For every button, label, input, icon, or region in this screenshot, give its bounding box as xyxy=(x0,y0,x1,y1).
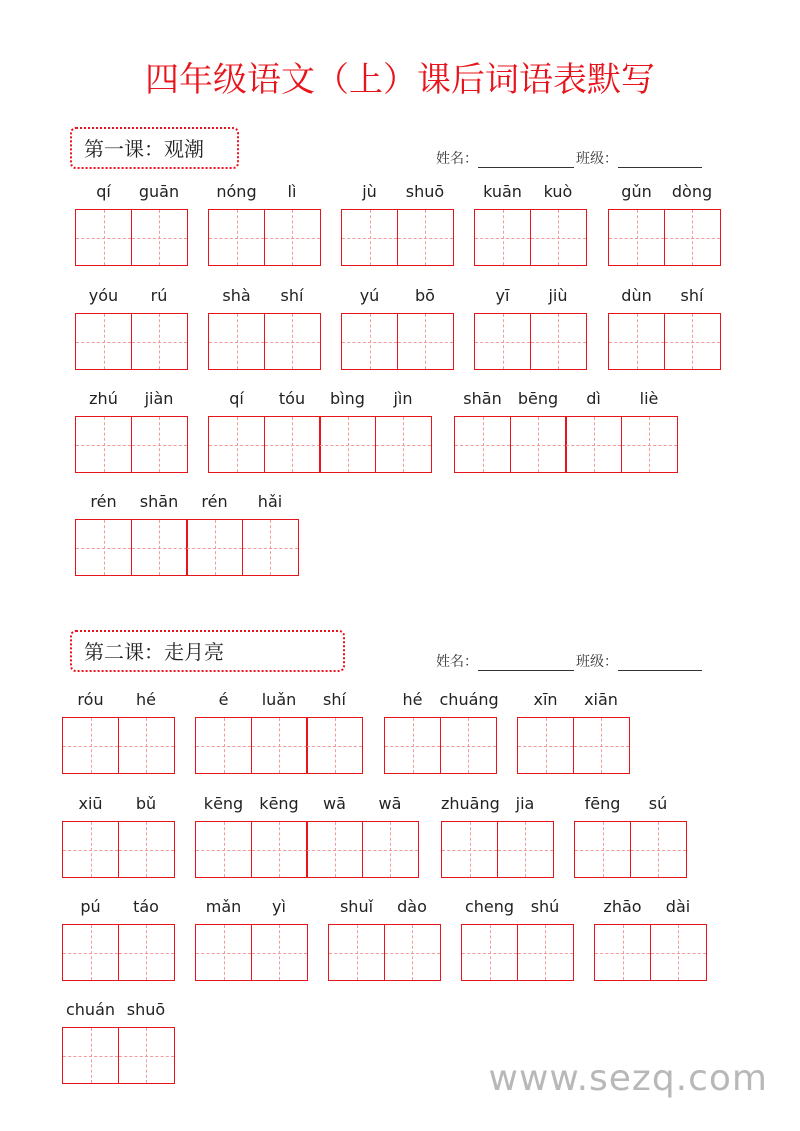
page-title: 四年级语文（上）课后词语表默写 xyxy=(145,60,655,100)
tianzige-cell[interactable] xyxy=(251,821,308,878)
tianzige-cell[interactable] xyxy=(319,416,376,473)
pinyin-label: jìn xyxy=(393,389,413,408)
pinyin-label: dùn xyxy=(621,286,652,305)
tianzige-cell[interactable] xyxy=(441,821,498,878)
tianzige-cell[interactable] xyxy=(118,821,175,878)
pinyin-label: chuáng xyxy=(439,690,499,709)
tianzige-cell[interactable] xyxy=(530,209,587,266)
writing-box-group xyxy=(208,416,432,473)
tianzige-cell[interactable] xyxy=(195,821,252,878)
writing-box-group xyxy=(608,209,721,266)
pinyin-label: dì xyxy=(586,389,601,408)
pinyin-label: róu xyxy=(77,690,104,709)
pinyin-label: rén xyxy=(90,492,117,511)
tianzige-cell[interactable] xyxy=(384,924,441,981)
writing-box-group xyxy=(517,717,630,774)
tianzige-cell[interactable] xyxy=(251,924,308,981)
student-info-2 xyxy=(436,651,704,671)
writing-box-group xyxy=(328,924,441,981)
name-label: 姓名： xyxy=(436,151,478,167)
pinyin-label: luǎn xyxy=(261,690,297,709)
tianzige-cell[interactable] xyxy=(474,313,531,370)
tianzige-cell[interactable] xyxy=(208,313,265,370)
tianzige-cell[interactable] xyxy=(62,924,119,981)
tianzige-cell[interactable] xyxy=(186,519,243,576)
pinyin-label: shān xyxy=(139,492,179,511)
tianzige-cell[interactable] xyxy=(131,313,188,370)
pinyin-label: xiū xyxy=(78,794,103,813)
tianzige-cell[interactable] xyxy=(118,717,175,774)
tianzige-cell[interactable] xyxy=(118,1027,175,1084)
pinyin-label: chuán xyxy=(65,1000,116,1019)
lesson-1-title: 第一课：观潮 xyxy=(70,127,239,169)
pinyin-label: shú xyxy=(530,897,560,916)
tianzige-cell[interactable] xyxy=(264,416,321,473)
pinyin-label: hǎi xyxy=(257,492,283,511)
class-label: 班级： xyxy=(576,654,618,670)
lesson-2-title: 第二课：走月亮 xyxy=(70,630,345,672)
tianzige-cell[interactable] xyxy=(75,416,132,473)
pinyin-label: guān xyxy=(138,182,180,201)
pinyin-label: tóu xyxy=(278,389,306,408)
pinyin-label: shuǐ xyxy=(339,897,374,916)
pinyin-label: kuān xyxy=(483,182,522,201)
tianzige-cell[interactable] xyxy=(328,924,385,981)
pinyin-label: jù xyxy=(362,182,377,201)
tianzige-cell[interactable] xyxy=(574,821,631,878)
writing-box-group xyxy=(454,416,678,473)
writing-box-group xyxy=(341,209,454,266)
pinyin-label: bìng xyxy=(330,389,365,408)
tianzige-cell[interactable] xyxy=(264,313,321,370)
pinyin-label: yóu xyxy=(88,286,119,305)
tianzige-cell[interactable] xyxy=(664,209,721,266)
tianzige-cell[interactable] xyxy=(621,416,678,473)
pinyin-label: qí xyxy=(96,182,111,201)
pinyin-label: yī xyxy=(495,286,510,305)
tianzige-cell[interactable] xyxy=(75,209,132,266)
class-label: 班级： xyxy=(576,151,618,167)
tianzige-cell[interactable] xyxy=(594,924,651,981)
tianzige-cell[interactable] xyxy=(62,821,119,878)
writing-box-group xyxy=(441,821,554,878)
tianzige-cell[interactable] xyxy=(608,209,665,266)
class-field[interactable] xyxy=(618,656,702,671)
tianzige-cell[interactable] xyxy=(264,209,321,266)
tianzige-cell[interactable] xyxy=(75,519,132,576)
pinyin-label: shà xyxy=(222,286,251,305)
writing-box-group xyxy=(62,924,175,981)
tianzige-cell[interactable] xyxy=(131,209,188,266)
writing-box-group xyxy=(195,821,419,878)
tianzige-cell[interactable] xyxy=(195,717,252,774)
writing-box-group xyxy=(75,209,188,266)
pinyin-label: jiàn xyxy=(144,389,174,408)
tianzige-cell[interactable] xyxy=(650,924,707,981)
pinyin-label: rú xyxy=(150,286,168,305)
tianzige-cell[interactable] xyxy=(497,821,554,878)
pinyin-label: jiù xyxy=(548,286,568,305)
tianzige-cell[interactable] xyxy=(341,209,398,266)
writing-box-group xyxy=(341,313,454,370)
tianzige-cell[interactable] xyxy=(131,416,188,473)
tianzige-cell[interactable] xyxy=(397,313,454,370)
student-info-1 xyxy=(436,148,704,168)
writing-box-group xyxy=(75,519,299,576)
writing-box-group xyxy=(461,924,574,981)
pinyin-label: dài xyxy=(665,897,691,916)
pinyin-label: shuō xyxy=(405,182,445,201)
pinyin-label: wā xyxy=(323,794,346,813)
tianzige-cell[interactable] xyxy=(517,717,574,774)
tianzige-cell[interactable] xyxy=(474,209,531,266)
pinyin-label: bō xyxy=(415,286,435,305)
tianzige-cell[interactable] xyxy=(195,924,252,981)
tianzige-cell[interactable] xyxy=(510,416,567,473)
tianzige-cell[interactable] xyxy=(454,416,511,473)
writing-box-group xyxy=(195,717,363,774)
tianzige-cell[interactable] xyxy=(630,821,687,878)
writing-box-group xyxy=(195,924,308,981)
tianzige-cell[interactable] xyxy=(461,924,518,981)
tianzige-cell[interactable] xyxy=(242,519,299,576)
pinyin-label: fēng xyxy=(584,794,621,813)
pinyin-label: yú xyxy=(359,286,380,305)
pinyin-label: shí xyxy=(680,286,704,305)
pinyin-label: xīn xyxy=(533,690,558,709)
pinyin-label: shān xyxy=(463,389,502,408)
pinyin-label: pú xyxy=(80,897,101,916)
pinyin-label: hé xyxy=(402,690,423,709)
pinyin-label: dào xyxy=(397,897,427,916)
pinyin-label: dòng xyxy=(671,182,713,201)
pinyin-label: xiān xyxy=(584,690,618,709)
name-field[interactable] xyxy=(478,656,574,671)
tianzige-cell[interactable] xyxy=(608,313,665,370)
tianzige-cell[interactable] xyxy=(565,416,622,473)
name-label: 姓名： xyxy=(436,654,478,670)
pinyin-label: mǎn xyxy=(205,897,242,916)
writing-box-group xyxy=(62,1027,175,1084)
pinyin-label: rén xyxy=(201,492,228,511)
tianzige-cell[interactable] xyxy=(208,416,265,473)
pinyin-label: é xyxy=(218,690,229,709)
tianzige-cell[interactable] xyxy=(517,924,574,981)
writing-box-group xyxy=(75,313,188,370)
pinyin-label: liè xyxy=(639,389,659,408)
writing-box-group xyxy=(208,313,321,370)
tianzige-cell[interactable] xyxy=(341,313,398,370)
pinyin-label: zhú xyxy=(89,389,118,408)
name-field[interactable] xyxy=(478,153,574,168)
pinyin-label: cheng xyxy=(464,897,515,916)
pinyin-label: wā xyxy=(378,794,402,813)
tianzige-cell[interactable] xyxy=(375,416,432,473)
pinyin-label: zhuāng xyxy=(441,794,500,813)
pinyin-label: bǔ xyxy=(135,794,157,813)
pinyin-label: jia xyxy=(515,794,535,813)
tianzige-cell[interactable] xyxy=(75,313,132,370)
writing-box-group xyxy=(208,209,321,266)
pinyin-label: nóng xyxy=(216,182,257,201)
pinyin-label: bēng xyxy=(517,389,559,408)
pinyin-label: lì xyxy=(287,182,297,201)
writing-box-group xyxy=(75,416,188,473)
tianzige-cell[interactable] xyxy=(440,717,497,774)
tianzige-cell[interactable] xyxy=(131,519,188,576)
pinyin-label: qí xyxy=(229,389,244,408)
pinyin-label: shí xyxy=(280,286,304,305)
writing-box-group xyxy=(62,821,175,878)
watermark: www.sezq.com xyxy=(488,1058,768,1099)
tianzige-cell[interactable] xyxy=(573,717,630,774)
tianzige-cell[interactable] xyxy=(208,209,265,266)
tianzige-cell[interactable] xyxy=(306,717,363,774)
tianzige-cell[interactable] xyxy=(362,821,419,878)
writing-box-group xyxy=(608,313,721,370)
writing-box-group xyxy=(384,717,497,774)
writing-box-group xyxy=(574,821,687,878)
pinyin-label: kuò xyxy=(543,182,573,201)
pinyin-label: gǔn xyxy=(621,182,652,201)
pinyin-label: hé xyxy=(136,690,156,709)
writing-box-group xyxy=(594,924,707,981)
tianzige-cell[interactable] xyxy=(397,209,454,266)
tianzige-cell[interactable] xyxy=(251,717,308,774)
tianzige-cell[interactable] xyxy=(664,313,721,370)
pinyin-label: shuō xyxy=(126,1000,166,1019)
pinyin-label: kēng xyxy=(203,794,244,813)
pinyin-label: zhāo xyxy=(603,897,642,916)
tianzige-cell[interactable] xyxy=(306,821,363,878)
writing-box-group xyxy=(474,313,587,370)
tianzige-cell[interactable] xyxy=(62,1027,119,1084)
tianzige-cell[interactable] xyxy=(384,717,441,774)
pinyin-label: táo xyxy=(133,897,159,916)
pinyin-label: yì xyxy=(272,897,286,916)
pinyin-label: kēng xyxy=(259,794,299,813)
writing-box-group xyxy=(62,717,175,774)
tianzige-cell[interactable] xyxy=(118,924,175,981)
class-field[interactable] xyxy=(618,153,702,168)
pinyin-label: sú xyxy=(648,794,668,813)
tianzige-cell[interactable] xyxy=(62,717,119,774)
writing-box-group xyxy=(474,209,587,266)
pinyin-label: shí xyxy=(323,690,346,709)
tianzige-cell[interactable] xyxy=(530,313,587,370)
